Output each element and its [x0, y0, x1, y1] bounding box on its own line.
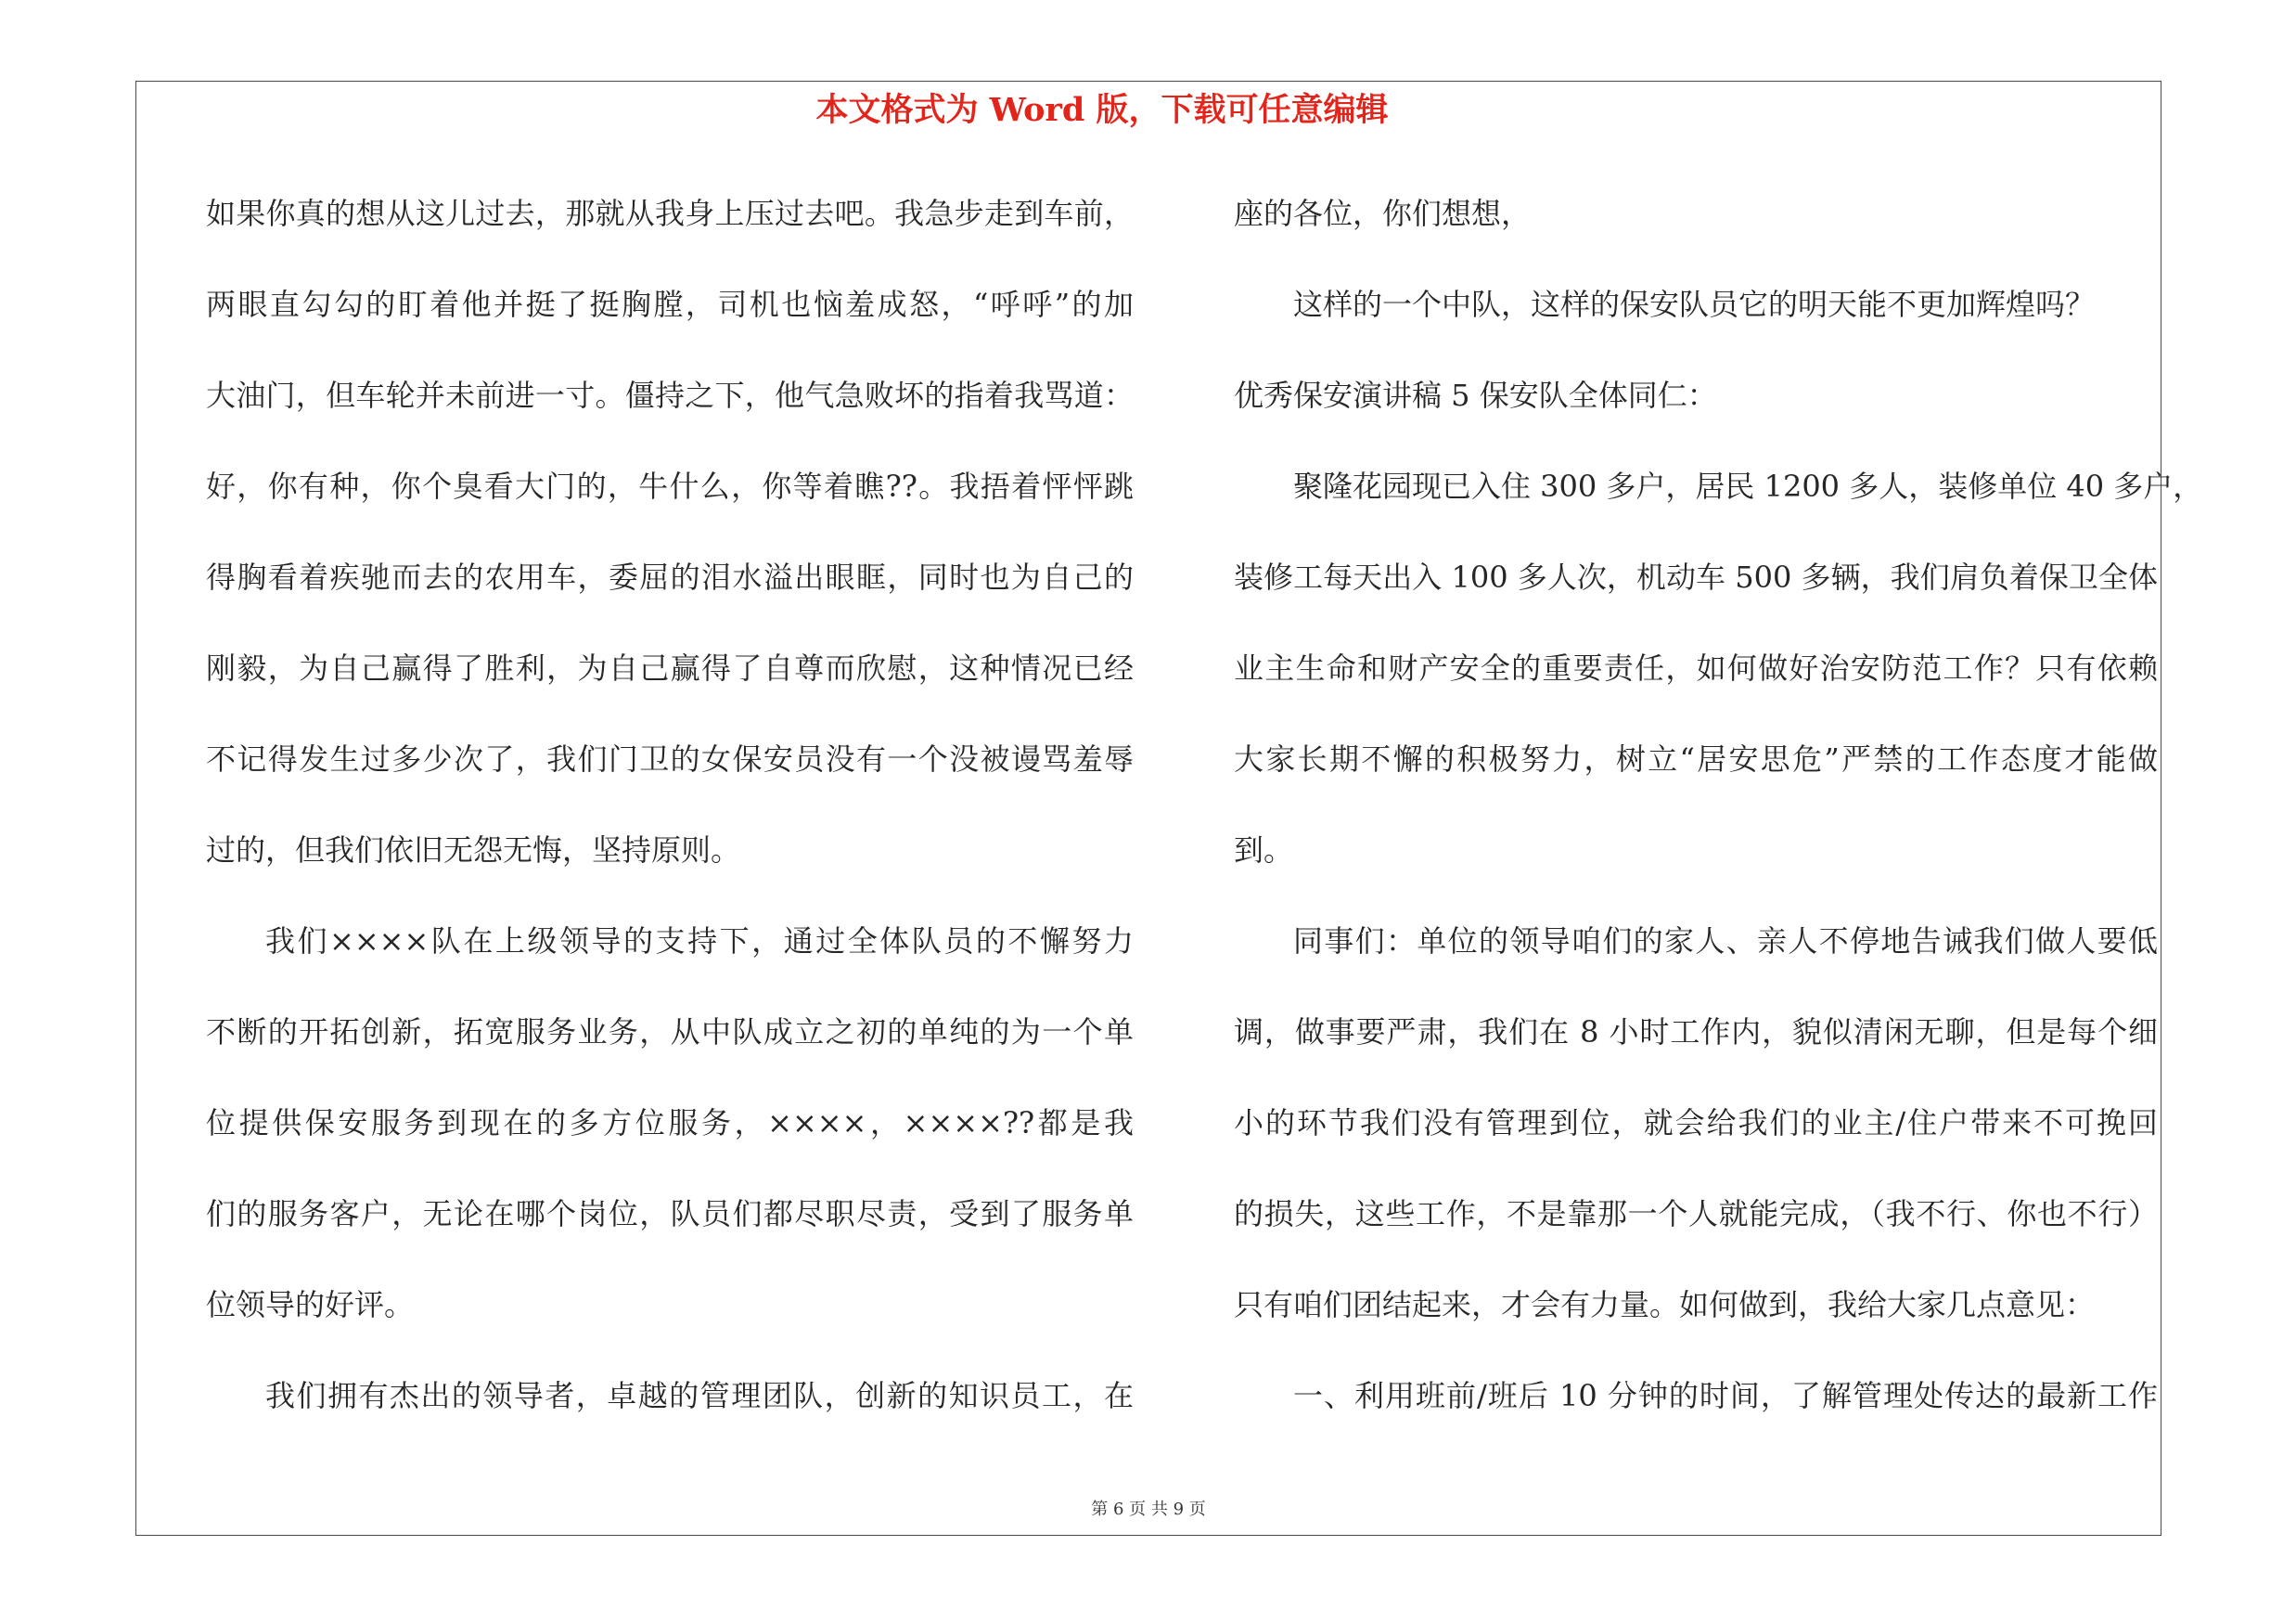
text-line: 的损失，这些工作，不是靠那一个人就能完成，（我不行、你也不行） [1234, 1196, 2158, 1231]
text-line: 到。 [1234, 832, 1294, 868]
text-line: 位领导的好评。 [206, 1287, 415, 1322]
page-number: 第 6 页 共 9 页 [1091, 1500, 1206, 1519]
text-line: 装修工每天出入 100 多人次，机动车 500 多辆，我们肩负着保卫全体 [1234, 560, 2158, 595]
text-line: 刚毅，为自己赢得了胜利，为自己赢得了自尊而欣慰，这种情况已经 [206, 650, 1134, 686]
text-line: 大家长期不懈的积极努力，树立“居安思危”严禁的工作态度才能做 [1234, 741, 2158, 777]
text-line: 同事们：单位的领导咱们的家人、亲人不停地告诫我们做人要低 [1293, 923, 2158, 959]
text-line: 位提供保安服务到现在的多方位服务，××××，××××??都是我 [206, 1105, 1134, 1140]
text-line: 我们拥有杰出的领导者，卓越的管理团队，创新的知识员工，在 [265, 1378, 1134, 1413]
text-line: 们的服务客户，无论在哪个岗位，队员们都尽职尽责，受到了服务单 [206, 1196, 1134, 1231]
text-line: 我们××××队在上级领导的支持下，通过全体队员的不懈努力 [265, 923, 1134, 959]
text-line: 聚隆花园现已入住 300 多户，居民 1200 多人，装修单位 40 多户， [1293, 469, 2203, 504]
text-line: 大油门，但车轮并未前进一寸。僵持之下，他气急败坏的指着我骂道： [206, 378, 1134, 413]
text-line: 座的各位，你们想想， [1234, 196, 1532, 231]
text-line: 调，做事要严肃，我们在 8 小时工作内，貌似清闲无聊，但是每个细 [1234, 1014, 2158, 1050]
text-line: 如果你真的想从这儿过去，那就从我身上压过去吧。我急步走到车前， [206, 196, 1134, 231]
text-line: 业主生命和财产安全的重要责任，如何做好治安防范工作？只有依赖 [1234, 650, 2158, 686]
text-line: 只有咱们团结起来，才会有力量。如何做到，我给大家几点意见： [1234, 1287, 2096, 1322]
text-line: 这样的一个中队，这样的保安队员它的明天能不更加辉煌吗？ [1293, 287, 2096, 322]
text-line: 优秀保安演讲稿 5 保安队全体同仁： [1234, 378, 1717, 413]
right-column [1234, 168, 2203, 1441]
text-line: 过的，但我们依旧无怨无悔，坚持原则。 [206, 832, 741, 868]
text-line: 两眼直勾勾的盯着他并挺了挺胸膛，司机也恼羞成怒，“呼呼”的加 [206, 287, 1134, 322]
text-line: 得胸看着疾驰而去的农用车，委屈的泪水溢出眼眶，同时也为自己的 [206, 560, 1134, 595]
text-line: 小的环节我们没有管理到位，就会给我们的业主/住户带来不可挽回 [1234, 1105, 2158, 1140]
text-line: 不断的开拓创新，拓宽服务业务，从中队成立之初的单纯的为一个单 [206, 1014, 1134, 1050]
format-notice: 本文格式为 Word 版，下载可任意编辑 [815, 91, 1389, 129]
text-line: 好，你有种，你个臭看大门的，牛什么，你等着瞧??。我捂着怦怦跳 [206, 469, 1134, 504]
left-column [206, 168, 1134, 1441]
text-line: 一、利用班前/班后 10 分钟的时间，了解管理处传达的最新工作 [1293, 1378, 2158, 1413]
text-line: 不记得发生过多少次了，我们门卫的女保安员没有一个没被谩骂羞辱 [206, 741, 1134, 777]
